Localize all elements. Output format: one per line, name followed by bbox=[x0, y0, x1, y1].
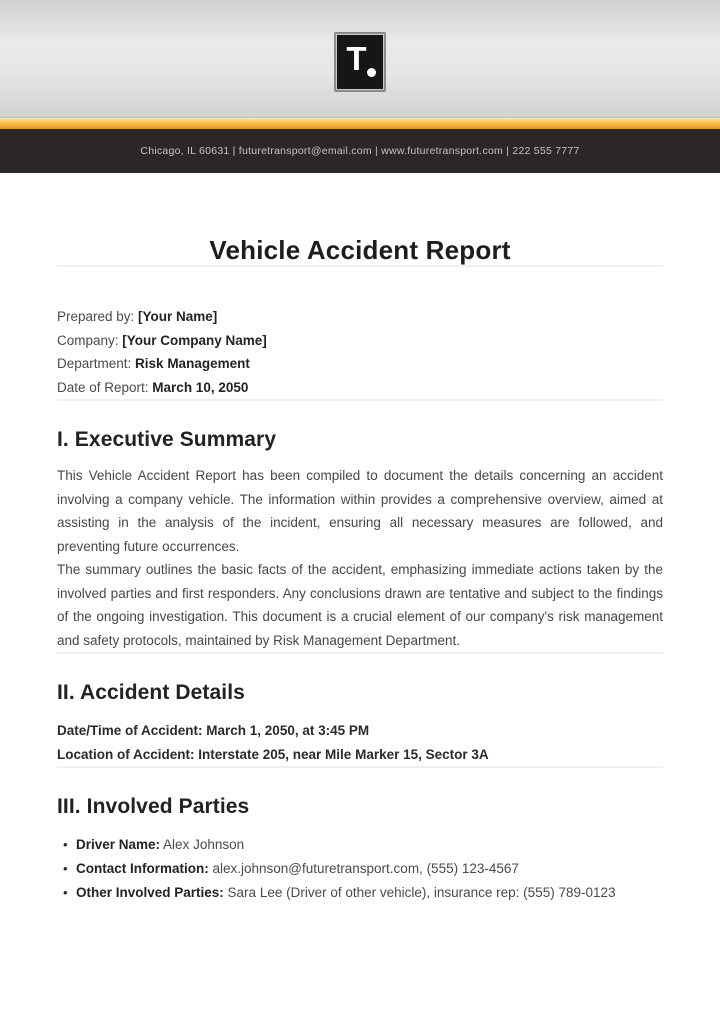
divider bbox=[57, 652, 663, 654]
meta-value: March 10, 2050 bbox=[148, 379, 249, 395]
logo-dot-icon bbox=[367, 68, 376, 77]
meta-row-date bbox=[57, 376, 663, 400]
section-heading-accident-details: II. Accident Details bbox=[57, 681, 245, 704]
paragraph: The summary outlines the basic facts of the accident, emphasizing immediate actions taken by the involved parties and first responders. Any conclusions drawn are tentative and subject to the findings of the ongoing investigation. This document is a crucial element of our company's risk management and safety protocols, maintained by Risk Management Department. bbox=[57, 562, 663, 648]
meta-row-company bbox=[57, 329, 663, 353]
divider bbox=[57, 766, 663, 768]
bullet-label: Contact Information: bbox=[76, 861, 209, 876]
paragraph: This Vehicle Accident Report has been compiled to document the details concerning an accident involving a company vehicle. The information within provides a comprehensive overview, aimed at assisting in the analysis of the incident, ensuring all necessary measures are followed, and preventing future occurrences. bbox=[57, 468, 663, 554]
meta-value: Risk Management bbox=[131, 356, 250, 371]
document-body bbox=[0, 235, 720, 905]
meta-row-prepared-by bbox=[57, 305, 663, 329]
meta-label: Department: bbox=[57, 356, 132, 371]
executive-summary-text bbox=[57, 464, 663, 652]
bullet-value: Alex Johnson bbox=[160, 837, 245, 852]
bullet-label: Driver Name: bbox=[76, 837, 161, 852]
contact-bar bbox=[0, 129, 720, 173]
bullet-value: Sara Lee (Driver of other vehicle), insurance rep: (555) 789-0123 bbox=[223, 885, 616, 900]
meta-label: Prepared by: bbox=[57, 309, 135, 324]
company-logo bbox=[334, 32, 386, 92]
report-meta bbox=[57, 305, 663, 399]
accident-datetime: Date/Time of Accident: March 1, 2050, at 3:45 PM bbox=[57, 723, 370, 738]
meta-label: Date of Report: bbox=[57, 379, 149, 395]
meta-row-department bbox=[57, 352, 663, 376]
meta-value: [Your Company Name] bbox=[118, 332, 267, 348]
section-executive-summary bbox=[57, 426, 663, 652]
bullet-label: Other Involved Parties: bbox=[76, 885, 224, 900]
accident-location: Location of Accident: Interstate 205, near Mile Marker 15, Sector 3A bbox=[57, 746, 489, 762]
logo-letter: T bbox=[346, 39, 366, 77]
accident-details-lines bbox=[57, 719, 663, 766]
list-item-driver-name bbox=[63, 833, 663, 857]
divider bbox=[57, 399, 663, 401]
section-accident-details bbox=[57, 679, 663, 766]
masthead bbox=[0, 0, 720, 118]
accent-stripe bbox=[0, 118, 720, 129]
section-involved-parties bbox=[57, 793, 663, 905]
list-item-other-involved-parties bbox=[63, 881, 663, 905]
section-heading-involved-parties: III. Involved Parties bbox=[57, 795, 250, 818]
letterhead bbox=[0, 0, 720, 173]
meta-value: [Your Name] bbox=[134, 309, 218, 324]
section-heading-executive-summary: I. Executive Summary bbox=[57, 428, 277, 451]
list-item-contact-information bbox=[63, 857, 663, 881]
divider bbox=[57, 265, 663, 267]
bullet-value: alex.johnson@futuretransport.com, (555) 123-4567 bbox=[208, 861, 519, 876]
page-title: Vehicle Accident Report bbox=[209, 235, 511, 265]
contact-info: Chicago, IL 60631 | futuretransport@email.com | www.futuretransport.com | 222 555 7777 bbox=[140, 145, 580, 157]
involved-parties-list bbox=[57, 833, 663, 905]
meta-label: Company: bbox=[57, 332, 119, 348]
